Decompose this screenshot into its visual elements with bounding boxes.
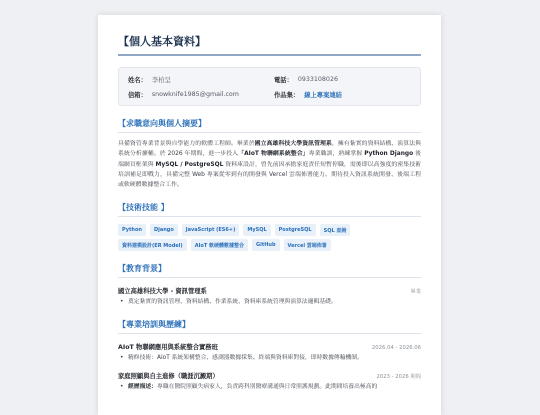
portfolio-label: 作品集： — [274, 92, 300, 99]
training-section-title: 【專業培訓與歷練】 — [118, 319, 421, 334]
skill-tag: PostgreSQL — [275, 224, 316, 236]
summary-highlight: Python Django — [364, 151, 414, 158]
training-bullet-body: 精修技術：AIoT 系統架構整合、感測器數據採集、終端與資料庫對接，即時數據傳輸機制。 — [128, 355, 363, 362]
bullet-dot-icon: • — [120, 299, 124, 306]
page-title: 【個人基本資料】 — [118, 33, 421, 56]
summary-text: 專業職訓，熟練掌握 — [308, 151, 365, 158]
summary-highlight: 國立高雄科技大學資訊管理系 — [254, 141, 332, 147]
summary-text: 後端網頁框架與 — [118, 151, 421, 168]
training-bullet — [118, 383, 421, 392]
training-entry-header — [118, 371, 421, 380]
education-degree: 畢業 — [410, 289, 421, 296]
name-row — [128, 75, 274, 84]
training-bullet — [118, 354, 421, 363]
summary-highlight: 「AIoT 物聯網系統整合」 — [238, 151, 309, 158]
skill-tag: Django — [150, 224, 178, 236]
training-entry-title: AIoT 物聯網應用與系統整合實務班 — [118, 344, 218, 352]
skill-tag: 資料建模設計(ER Model) — [118, 239, 187, 251]
summary-section-title: 【求職意向與個人摘要】 — [118, 118, 421, 133]
education-section-title: 【教育背景】 — [118, 263, 421, 278]
email-row — [128, 90, 274, 99]
education-school: 國立高雄科技大學 - 資訊管理系 — [118, 288, 207, 296]
portfolio-row — [274, 90, 411, 99]
education-entry-header — [118, 286, 421, 295]
resume-sheet — [98, 15, 441, 415]
phone-label: 電話： — [274, 77, 293, 84]
summary-highlight: MySQL / PostgreSQL — [155, 161, 224, 168]
training-entry-header — [118, 342, 421, 351]
phone-row — [274, 75, 411, 84]
name-value: 李柏呈 — [151, 77, 171, 84]
name-label: 姓名： — [128, 77, 147, 84]
personal-info-box — [118, 67, 421, 106]
phone-value: 0933108026 — [297, 76, 338, 83]
skill-tag: MySQL — [243, 224, 270, 236]
training-entries — [118, 342, 421, 392]
training-entry-date: 2026.04 - 2026.06 — [371, 345, 421, 352]
training-bullet-label: 經歷描述： — [128, 384, 157, 391]
summary-text: 具備資管專業背景與自學能力的軟體工程師。畢業於 — [118, 141, 255, 147]
skill-tag: JavaScript (ES6+) — [182, 224, 240, 236]
bullet-dot-icon: • — [120, 355, 124, 362]
skill-tag: Vercel 雲端佈署 — [284, 239, 331, 251]
bullet-dot-icon: • — [120, 384, 124, 391]
training-bullet-text — [128, 354, 363, 363]
training-entry-title: 家庭照顧與自主進修（職涯沉澱期） — [118, 373, 219, 381]
skill-tag-list — [118, 224, 421, 251]
training-bullet-text — [128, 383, 377, 392]
portfolio-link[interactable]: 線上專案連結 — [304, 92, 342, 99]
skill-tag: Python — [118, 224, 146, 236]
training-entry-date: 2023 - 2026 期間 — [376, 374, 421, 381]
summary-paragraph — [118, 139, 421, 190]
training-bullet-body: 專職在醫院照顧失病家人，負責跨科別醫療溝通與日常照護規劃。此期間培養出極高的 — [157, 384, 378, 391]
email-value: snowknife1985@gmail.com — [151, 91, 239, 98]
skill-tag: AIoT 軟硬體數據整合 — [191, 239, 248, 251]
skill-tag: GitHub — [252, 239, 280, 251]
summary-text: ，擁有紮實的資料結構、演算法與系統分析擴輔。於 2026 年期間，進一步投入 — [118, 141, 422, 158]
email-label: 信箱： — [128, 92, 147, 99]
education-bullet — [118, 298, 421, 307]
skill-tag: SQL 查詢 — [320, 224, 351, 236]
skills-section-title: 【技術技能 】 — [118, 202, 421, 217]
education-bullet-text: 奠定紮實的資訊管理、資料結構、作業系統、資料庫系統管理與演算法邏輯基礎。 — [128, 299, 337, 306]
summary-text: 資料庫設計，曾先前因承擔家庭責任短暫停職，需後即以高強度的密集技術培訓補足即戰力，具備完整 Web 專案從零到有的開發與 Vercel 雲端佈署能力。期待投入資訊系統開發、後端工程或軟硬體數據整合工作。 — [118, 161, 422, 189]
